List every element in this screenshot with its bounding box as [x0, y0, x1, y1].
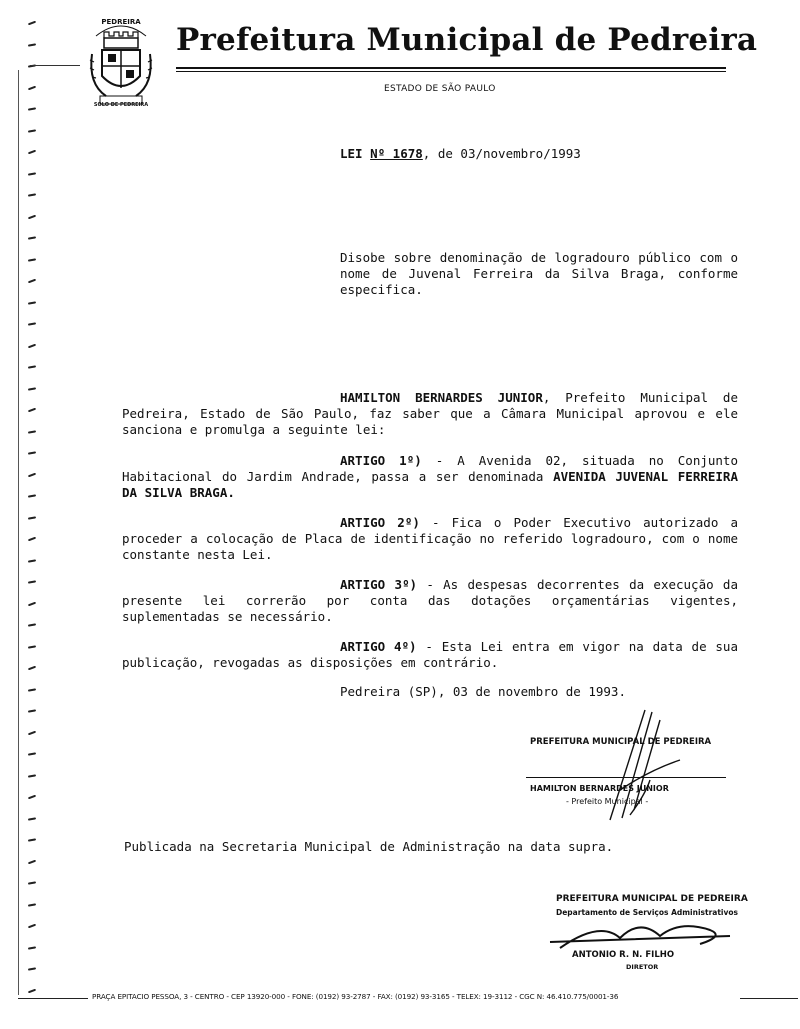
- margin-tick: [28, 451, 36, 454]
- preamble-text: , Prefeito Municipal de Pedreira, Estado de São Paulo, faz saber que a Câmara Municipal aprovou e ele sanciona e promulga a seguinte lei:: [122, 390, 738, 437]
- margin-tick: [28, 258, 36, 261]
- margin-tick: [28, 279, 36, 284]
- margin-tick: [28, 365, 36, 368]
- mayor-signature-name: HAMILTON BERNARDES JUNIOR: [530, 784, 669, 793]
- header-margin-line: [30, 65, 80, 66]
- margin-tick: [28, 21, 36, 26]
- margin-tick: [28, 301, 36, 304]
- margin-tick: [28, 236, 36, 239]
- page-title: Prefeitura Municipal de Pedreira: [176, 22, 758, 58]
- margin-tick: [28, 494, 36, 497]
- law-number: Nº 1678: [370, 146, 423, 161]
- article-1: [122, 453, 738, 501]
- margin-tick: [28, 666, 36, 671]
- footer-line-left: [18, 998, 88, 999]
- director-signature-role: DIRETOR: [626, 963, 659, 971]
- footer-line-right: [740, 998, 798, 999]
- margin-tick: [28, 172, 36, 175]
- article-3: [122, 577, 738, 625]
- margin-tick: [28, 774, 36, 777]
- street-name: AVENIDA JUVENAL FERREIRA DA SILVA BRAGA.: [122, 469, 738, 500]
- margin-tick: [28, 193, 36, 196]
- footer-address: PRAÇA EPITACIO PESSOA, 3 - CENTRO - CEP 13920-000 - FONE: (0192) 93-2787 - FAX: (0192) 93-3165 - TELEX: 19-3112 - CGC N: 46.410.775/0001-36: [92, 992, 619, 1001]
- mayor-seal: PREFEITURA MUNICIPAL DE PEDREIRA: [530, 737, 712, 747]
- margin-tick: [28, 688, 36, 691]
- article-label: ARTIGO 3º): [340, 577, 418, 592]
- margin-tick: [28, 601, 36, 606]
- margin-tick: [28, 838, 36, 841]
- margin-tick: [28, 129, 36, 132]
- margin-tick: [28, 516, 36, 519]
- margin-tick: [28, 946, 36, 949]
- header-rule-thin: [176, 71, 726, 72]
- mayor-signature-role: - Prefeito Municipal -: [566, 797, 649, 806]
- margin-tick: [28, 387, 36, 390]
- margin-tick: [28, 343, 36, 348]
- article-text: - A Avenida 02, situada no Conjunto Habitacional do Jardim Andrade, passa a ser denominada: [122, 453, 738, 484]
- margin-tick: [28, 730, 36, 735]
- mayor-signature-icon: [590, 700, 720, 830]
- crest-top-text: PEDREIRA: [101, 18, 141, 26]
- margin-tick: [28, 795, 36, 800]
- margin-tick: [28, 623, 36, 626]
- margin-tick: [28, 709, 36, 712]
- article-text: - Esta Lei entra em vigor na data de sua publicação, revogadas as disposições em contrário.: [122, 639, 738, 670]
- margin-tick: [28, 924, 36, 929]
- left-border-line: [18, 70, 19, 995]
- director-signature-name: ANTONIO R. N. FILHO: [572, 950, 675, 960]
- margin-tick: [28, 903, 36, 906]
- margin-tick: [28, 645, 36, 648]
- margin-ticks: [28, 10, 58, 1010]
- director-department: Departamento de Serviços Administrativos: [556, 908, 739, 917]
- margin-tick: [28, 430, 36, 433]
- article-2: [122, 515, 738, 563]
- margin-tick: [28, 559, 36, 562]
- article-4: [122, 639, 738, 671]
- publication-note: Publicada na Secretaria Municipal de Administração na data supra.: [124, 839, 614, 854]
- margin-tick: [28, 817, 36, 820]
- coat-of-arms-icon: [86, 14, 156, 114]
- preamble: [122, 390, 738, 438]
- signature-line: [526, 777, 726, 778]
- state-name: ESTADO DE SÃO PAULO: [384, 84, 496, 94]
- margin-tick: [28, 43, 36, 46]
- article-label: ARTIGO 4º): [340, 639, 417, 654]
- law-date: , de 03/novembro/1993: [422, 146, 581, 161]
- margin-tick: [28, 214, 36, 219]
- article-label: ARTIGO 1º): [340, 453, 422, 468]
- law-prefix: LEI: [340, 146, 371, 161]
- margin-tick: [28, 752, 36, 755]
- director-seal: PREFEITURA MUNICIPAL DE PEDREIRA: [556, 894, 748, 904]
- margin-tick: [28, 322, 36, 325]
- margin-tick: [28, 881, 36, 884]
- margin-tick: [28, 580, 36, 583]
- article-text: - As despesas decorrentes da execução da presente lei correrão por conta das dotações orçamentárias vigentes, suplementadas se necessário.: [122, 577, 738, 624]
- margin-tick: [28, 107, 36, 110]
- mayor-name: HAMILTON BERNARDES JUNIOR: [340, 390, 543, 405]
- date-line: Pedreira (SP), 03 de novembro de 1993.: [340, 684, 626, 699]
- crest-motto: SOLO DE PEDREIRA: [93, 102, 149, 108]
- law-heading: [340, 146, 581, 162]
- margin-tick: [28, 967, 36, 970]
- article-label: ARTIGO 2º): [340, 515, 420, 530]
- margin-tick: [28, 472, 36, 477]
- margin-tick: [28, 537, 36, 542]
- article-text: - Fica o Poder Executivo autorizado a proceder a colocação de Placa de identificação no referido logradouro, com o nome constante nesta Lei.: [122, 515, 738, 562]
- header-rule: [176, 67, 726, 69]
- margin-tick: [28, 150, 36, 155]
- margin-tick: [28, 85, 36, 90]
- law-summary: Disobe sobre denominação de logradouro público com o nome de Juvenal Ferreira da Silva Braga, conforme especifica.: [340, 250, 738, 297]
- margin-tick: [28, 988, 36, 993]
- margin-tick: [28, 408, 36, 413]
- margin-tick: [28, 859, 36, 864]
